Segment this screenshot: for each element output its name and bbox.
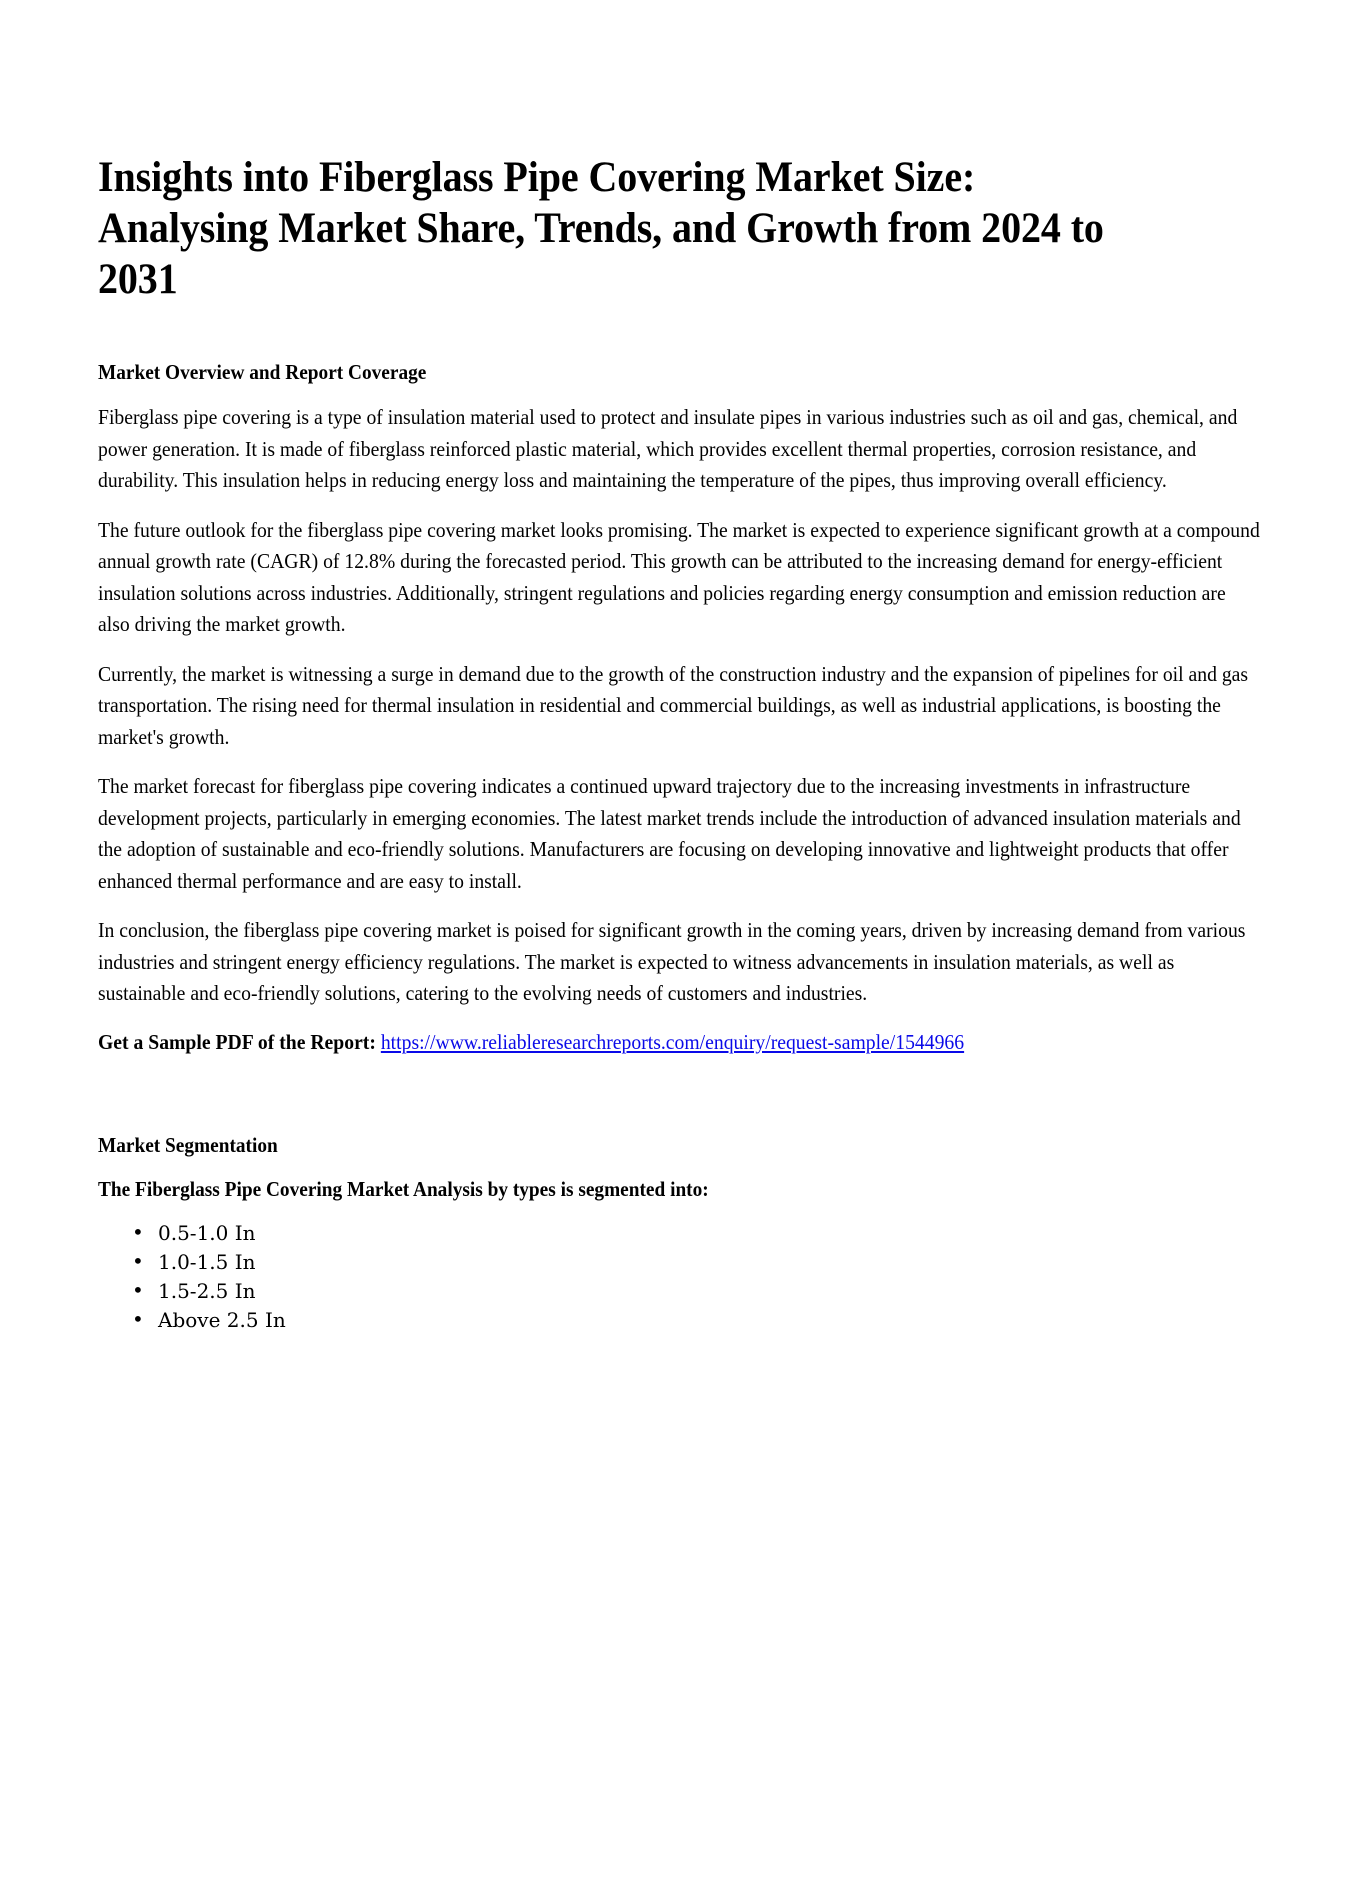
page-title: Insights into Fiberglass Pipe Covering Market Size: Analysing Market Share, Trends, and Growth from 2024 to 2031 xyxy=(98,154,1104,303)
paragraph-conclusion: In conclusion, the fiberglass pipe covering market is poised for significant growth in the coming years, driven by increasing demand from various industries and stringent energy efficiency regulations. The market is expected to witness advancements in insulation materials, as well as sustainable and eco-friendly solutions, catering to the evolving needs of customers and industries. xyxy=(98,918,1246,1005)
spacer xyxy=(98,641,1266,659)
spacer xyxy=(98,897,1266,915)
spacer xyxy=(98,753,1266,771)
spacer xyxy=(98,497,1266,515)
sample-pdf-line xyxy=(98,1027,1260,1059)
paragraph-future-outlook: The future outlook for the fiberglass pipe covering market looks promising. The market is expected to experience significant growth at a compound annual growth rate (CAGR) of 12.8% during the forecasted period. This growth can be attributed to the increasing demand for energy-efficient insulation solutions across industries. Additionally, stringent regulations and policies regarding energy consumption and emission reduction are also driving the market growth. xyxy=(98,517,1260,636)
list-item: • 1.5-2.5 In xyxy=(158,1277,1266,1306)
spacer xyxy=(98,1010,1266,1027)
heading-market-segmentation: Market Segmentation xyxy=(98,1133,278,1157)
sample-pdf-link[interactable]: https://www.reliableresearchreports.com/enquiry/request-sample/1544966 xyxy=(380,1029,965,1054)
sample-pdf-label: Get a Sample PDF of the Report: xyxy=(98,1029,376,1054)
heading-market-overview: Market Overview and Report Coverage xyxy=(98,360,427,384)
spacer xyxy=(98,1203,1266,1219)
list-item: • Above 2.5 In xyxy=(158,1306,1266,1335)
paragraph-current-demand: Currently, the market is witnessing a surge in demand due to the growth of the construction industry and the expansion of pipelines for oil and gas transportation. The rising need for thermal insulation in residential and commercial buildings, as well as industrial applications, is boosting the market's growth. xyxy=(98,661,1249,749)
spacer xyxy=(98,305,1266,359)
paragraph-market-forecast: The market forecast for fiberglass pipe covering indicates a continued upward trajectory due to the increasing investments in infrastructure development projects, particularly in emerging economies. The latest market trends include the introduction of advanced insulation materials and the adoption of sustainable and eco-friendly solutions. Manufacturers are focusing on developing innovative and lightweight products that offer enhanced thermal performance and are easy to install. xyxy=(98,774,1241,893)
segmentation-type-list xyxy=(98,1219,1266,1335)
heading-types-intro: The Fiberglass Pipe Covering Market Analysis by types is segmented into: xyxy=(98,1177,709,1201)
list-item: • 1.0-1.5 In xyxy=(158,1248,1266,1277)
spacer xyxy=(98,386,1266,402)
list-item: • 0.5-1.0 In xyxy=(158,1219,1266,1248)
spacer xyxy=(98,1058,1266,1132)
document-content xyxy=(98,152,1266,1335)
spacer xyxy=(98,1159,1266,1176)
paragraph-definition: Fiberglass pipe covering is a type of insulation material used to protect and insulate pipes in various industries such as oil and gas, chemical, and power generation. It is made of fiberglass reinforced plastic material, which provides excellent thermal properties, corrosion resistance, and durability. This insulation helps in reducing energy loss and maintaining the temperature of the pipes, thus improving overall efficiency. xyxy=(98,405,1238,492)
